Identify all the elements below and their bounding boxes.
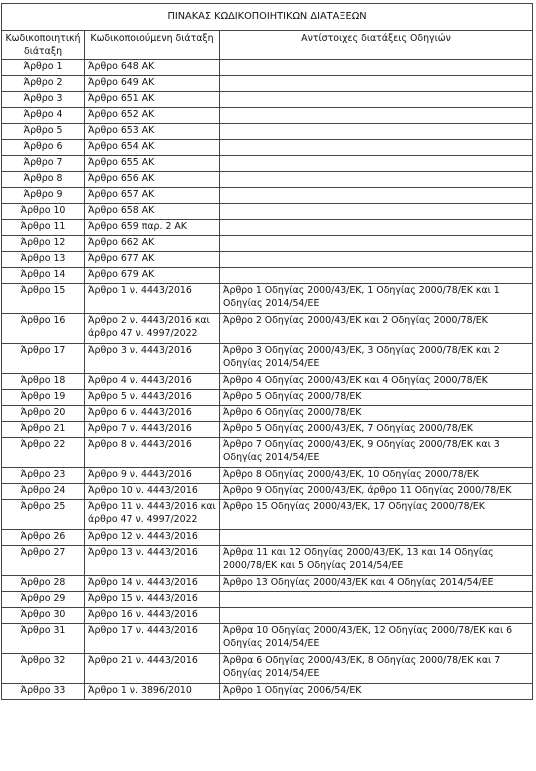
table-row <box>2 268 533 284</box>
codified-cell: Άρθρο 2 ν. 4443/2016 και άρθρο 47 ν. 4997/2022 <box>85 314 220 344</box>
directive-cell <box>220 140 533 156</box>
codified-cell: Άρθρο 658 ΑΚ <box>85 204 220 220</box>
directive-cell <box>220 236 533 252</box>
codifying-cell: Άρθρο 27 <box>2 546 85 576</box>
table-body <box>2 60 533 700</box>
codifying-cell: Άρθρο 15 <box>2 284 85 314</box>
directive-cell <box>220 592 533 608</box>
codifying-cell: Άρθρο 18 <box>2 374 85 390</box>
directive-cell <box>220 188 533 204</box>
codified-cell: Άρθρο 10 ν. 4443/2016 <box>85 484 220 500</box>
codifying-cell: Άρθρο 32 <box>2 654 85 684</box>
directive-cell <box>220 530 533 546</box>
codification-table <box>1 3 533 700</box>
table-row <box>2 406 533 422</box>
table-row <box>2 390 533 406</box>
directive-cell: Άρθρο 4 Οδηγίας 2000/43/ΕΚ και 4 Οδηγίας 2000/78/ΕΚ <box>220 374 533 390</box>
table-row <box>2 172 533 188</box>
table-row <box>2 654 533 684</box>
codifying-cell: Άρθρο 29 <box>2 592 85 608</box>
codifying-cell: Άρθρο 23 <box>2 468 85 484</box>
codified-cell: Άρθρο 652 ΑΚ <box>85 108 220 124</box>
directive-cell: Άρθρα 11 και 12 Οδηγίας 2000/43/ΕΚ, 13 και 14 Οδηγίας 2000/78/ΕΚ και 5 Οδηγίας 2014/54/ΕΕ <box>220 546 533 576</box>
codified-cell: Άρθρο 12 ν. 4443/2016 <box>85 530 220 546</box>
codified-cell: Άρθρο 5 ν. 4443/2016 <box>85 390 220 406</box>
codifying-cell: Άρθρο 26 <box>2 530 85 546</box>
table-row <box>2 140 533 156</box>
table-row <box>2 576 533 592</box>
directive-cell <box>220 220 533 236</box>
codified-cell: Άρθρο 9 ν. 4443/2016 <box>85 468 220 484</box>
directive-cell: Άρθρο 9 Οδηγίας 2000/43/ΕΚ, άρθρο 11 Οδηγίας 2000/78/ΕΚ <box>220 484 533 500</box>
codified-cell: Άρθρο 1 ν. 4443/2016 <box>85 284 220 314</box>
table-row <box>2 530 533 546</box>
codifying-cell: Άρθρο 9 <box>2 188 85 204</box>
codifying-cell: Άρθρο 10 <box>2 204 85 220</box>
codifying-cell: Άρθρο 13 <box>2 252 85 268</box>
codified-cell: Άρθρο 651 ΑΚ <box>85 92 220 108</box>
codifying-cell: Άρθρο 8 <box>2 172 85 188</box>
codified-cell: Άρθρο 16 ν. 4443/2016 <box>85 608 220 624</box>
codifying-cell: Άρθρο 25 <box>2 500 85 530</box>
codified-cell: Άρθρο 6 ν. 4443/2016 <box>85 406 220 422</box>
codifying-cell: Άρθρο 4 <box>2 108 85 124</box>
codifying-cell: Άρθρο 21 <box>2 422 85 438</box>
directive-cell: Άρθρο 1 Οδηγίας 2000/43/ΕΚ, 1 Οδηγίας 2000/78/ΕΚ και 1 Οδηγίας 2014/54/ΕΕ <box>220 284 533 314</box>
table-row <box>2 314 533 344</box>
codifying-cell: Άρθρο 3 <box>2 92 85 108</box>
directive-cell <box>220 204 533 220</box>
codifying-cell: Άρθρο 22 <box>2 438 85 468</box>
codified-cell: Άρθρο 1 ν. 3896/2010 <box>85 684 220 700</box>
codified-cell: Άρθρο 11 ν. 4443/2016 και άρθρο 47 ν. 4997/2022 <box>85 500 220 530</box>
table-row <box>2 468 533 484</box>
table-row <box>2 252 533 268</box>
codified-cell: Άρθρο 656 ΑΚ <box>85 172 220 188</box>
codifying-cell: Άρθρο 7 <box>2 156 85 172</box>
table-row <box>2 220 533 236</box>
codifying-cell: Άρθρο 6 <box>2 140 85 156</box>
codified-cell: Άρθρο 3 ν. 4443/2016 <box>85 344 220 374</box>
directive-cell <box>220 252 533 268</box>
directive-cell: Άρθρο 2 Οδηγίας 2000/43/ΕΚ και 2 Οδηγίας 2000/78/ΕΚ <box>220 314 533 344</box>
table-row <box>2 124 533 140</box>
table-row <box>2 344 533 374</box>
directive-cell: Άρθρο 3 Οδηγίας 2000/43/ΕΚ, 3 Οδηγίας 2000/78/ΕΚ και 2 Οδηγίας 2014/54/ΕΕ <box>220 344 533 374</box>
table-row <box>2 684 533 700</box>
codifying-cell: Άρθρο 24 <box>2 484 85 500</box>
directive-cell: Άρθρο 6 Οδηγίας 2000/78/ΕΚ <box>220 406 533 422</box>
header-codifying-provision: Κωδικοποιητική διάταξη <box>2 31 85 60</box>
table-row <box>2 608 533 624</box>
codified-cell: Άρθρο 662 ΑΚ <box>85 236 220 252</box>
codifying-cell: Άρθρο 16 <box>2 314 85 344</box>
table-row <box>2 60 533 76</box>
directive-cell: Άρθρο 15 Οδηγίας 2000/43/ΕΚ, 17 Οδηγίας 2000/78/ΕΚ <box>220 500 533 530</box>
table-row <box>2 108 533 124</box>
directive-cell <box>220 156 533 172</box>
directive-cell <box>220 60 533 76</box>
header-codified-provision: Κωδικοποιούμενη διάταξη <box>85 31 220 60</box>
table-row <box>2 422 533 438</box>
codifying-cell: Άρθρο 1 <box>2 60 85 76</box>
codified-cell: Άρθρο 648 ΑΚ <box>85 60 220 76</box>
codifying-cell: Άρθρο 20 <box>2 406 85 422</box>
codified-cell: Άρθρο 654 ΑΚ <box>85 140 220 156</box>
codified-cell: Άρθρο 8 ν. 4443/2016 <box>85 438 220 468</box>
codified-cell: Άρθρο 17 ν. 4443/2016 <box>85 624 220 654</box>
directive-cell: Άρθρο 13 Οδηγίας 2000/43/ΕΚ και 4 Οδηγίας 2014/54/ΕΕ <box>220 576 533 592</box>
codified-cell: Άρθρο 15 ν. 4443/2016 <box>85 592 220 608</box>
codified-cell: Άρθρο 7 ν. 4443/2016 <box>85 422 220 438</box>
directive-cell: Άρθρα 6 Οδηγίας 2000/43/ΕΚ, 8 Οδηγίας 2000/78/ΕΚ και 7 Οδηγίας 2014/54/ΕΕ <box>220 654 533 684</box>
codifying-cell: Άρθρο 30 <box>2 608 85 624</box>
codified-cell: Άρθρο 659 παρ. 2 ΑΚ <box>85 220 220 236</box>
codified-cell: Άρθρο 14 ν. 4443/2016 <box>85 576 220 592</box>
table-row <box>2 204 533 220</box>
table-row <box>2 92 533 108</box>
table-row <box>2 236 533 252</box>
table-title: ΠΙΝΑΚΑΣ ΚΩΔΙΚΟΠΟΙΗΤΙΚΩΝ ΔΙΑΤΑΞΕΩΝ <box>2 4 533 31</box>
table-row <box>2 500 533 530</box>
table-row <box>2 374 533 390</box>
header-directive-provisions: Αντίστοιχες διατάξεις Οδηγιών <box>220 31 533 60</box>
directive-cell: Άρθρο 5 Οδηγίας 2000/43/ΕΚ, 7 Οδηγίας 2000/78/ΕΚ <box>220 422 533 438</box>
directive-cell: Άρθρο 7 Οδηγίας 2000/43/ΕΚ, 9 Οδηγίας 2000/78/ΕΚ και 3 Οδηγίας 2014/54/ΕΕ <box>220 438 533 468</box>
codified-cell: Άρθρο 679 ΑΚ <box>85 268 220 284</box>
table-row <box>2 484 533 500</box>
directive-cell <box>220 608 533 624</box>
table-row <box>2 438 533 468</box>
table-row <box>2 76 533 92</box>
directive-cell <box>220 108 533 124</box>
table-row <box>2 284 533 314</box>
codifying-cell: Άρθρο 33 <box>2 684 85 700</box>
codifying-cell: Άρθρο 17 <box>2 344 85 374</box>
directive-cell <box>220 124 533 140</box>
codified-cell: Άρθρο 13 ν. 4443/2016 <box>85 546 220 576</box>
codified-cell: Άρθρο 21 ν. 4443/2016 <box>85 654 220 684</box>
directive-cell: Άρθρο 1 Οδηγίας 2006/54/ΕΚ <box>220 684 533 700</box>
codified-cell: Άρθρο 657 ΑΚ <box>85 188 220 204</box>
directive-cell <box>220 172 533 188</box>
directive-cell: Άρθρο 5 Οδηγίας 2000/78/ΕΚ <box>220 390 533 406</box>
codifying-cell: Άρθρο 14 <box>2 268 85 284</box>
codifying-cell: Άρθρο 11 <box>2 220 85 236</box>
table-row <box>2 624 533 654</box>
directive-cell <box>220 76 533 92</box>
directive-cell <box>220 92 533 108</box>
directive-cell: Άρθρα 10 Οδηγίας 2000/43/ΕΚ, 12 Οδηγίας 2000/78/ΕΚ και 6 Οδηγίας 2014/54/ΕΕ <box>220 624 533 654</box>
table-row <box>2 546 533 576</box>
codified-cell: Άρθρο 677 ΑΚ <box>85 252 220 268</box>
directive-cell <box>220 268 533 284</box>
table-row <box>2 156 533 172</box>
table-row <box>2 188 533 204</box>
codifying-cell: Άρθρο 19 <box>2 390 85 406</box>
codified-cell: Άρθρο 649 ΑΚ <box>85 76 220 92</box>
codifying-cell: Άρθρο 2 <box>2 76 85 92</box>
directive-cell: Άρθρο 8 Οδηγίας 2000/43/ΕΚ, 10 Οδηγίας 2000/78/ΕΚ <box>220 468 533 484</box>
codifying-cell: Άρθρο 12 <box>2 236 85 252</box>
codifying-cell: Άρθρο 28 <box>2 576 85 592</box>
codifying-cell: Άρθρο 31 <box>2 624 85 654</box>
codified-cell: Άρθρο 653 ΑΚ <box>85 124 220 140</box>
table-row <box>2 592 533 608</box>
codified-cell: Άρθρο 4 ν. 4443/2016 <box>85 374 220 390</box>
codifying-cell: Άρθρο 5 <box>2 124 85 140</box>
codified-cell: Άρθρο 655 ΑΚ <box>85 156 220 172</box>
